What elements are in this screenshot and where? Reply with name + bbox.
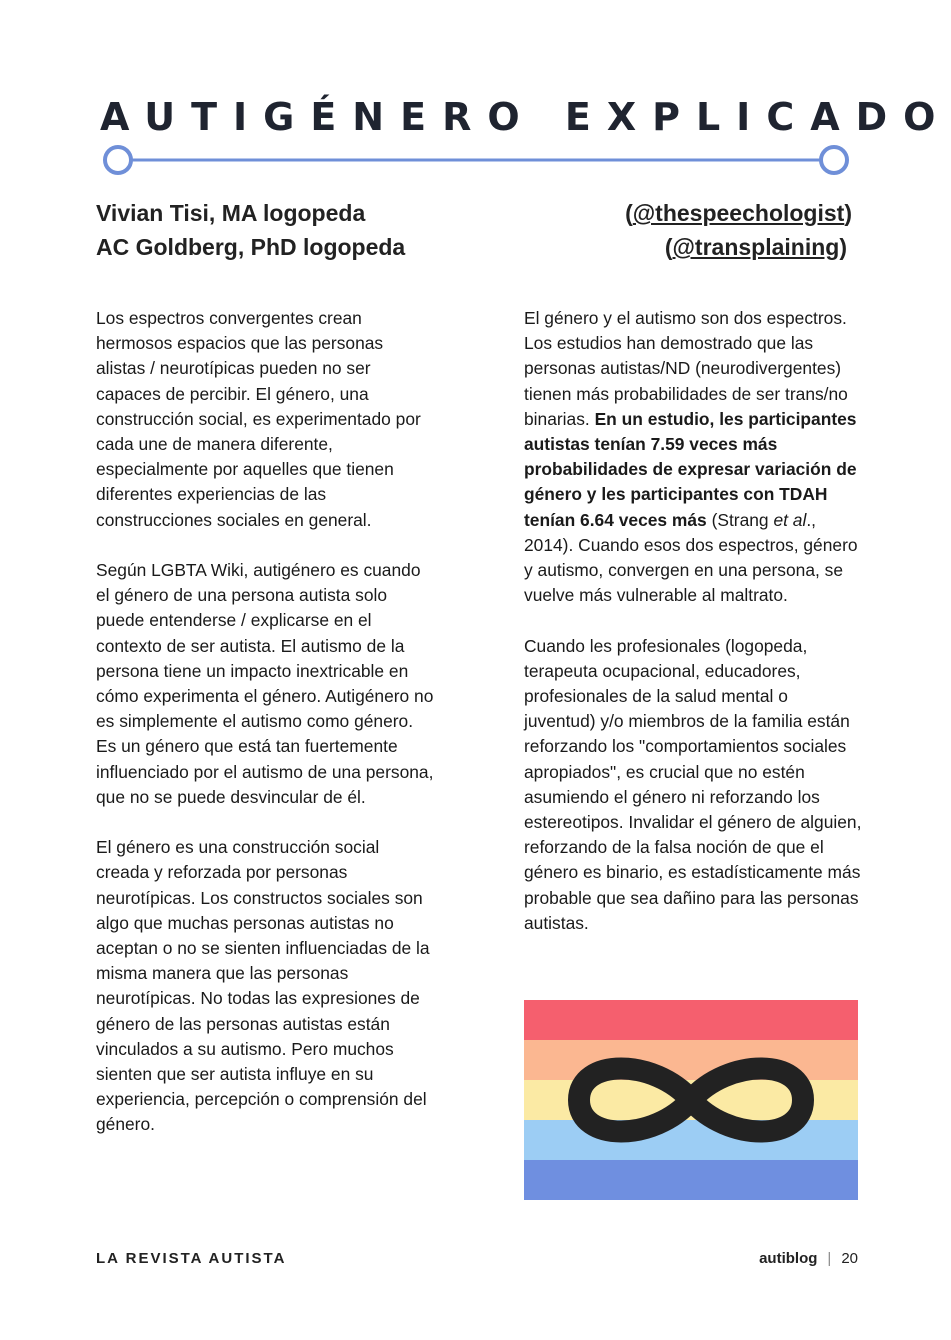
right-p1-cite-b: ., 2014). Cuando esos dos espectros, género y autismo, convergen en una persona, se vuelve más vulnerable al maltrato.	[524, 509, 858, 606]
right-p1-highlight: En un estudio, les participantes autistas tenían 7.59 veces más probabilidades de expresar variación de género y les participantes con TDAH tenían 6.64 veces más	[524, 408, 857, 530]
handle-open: (	[625, 200, 633, 226]
page-title: AUTIGÉNERO EXPLICADO	[100, 95, 951, 139]
handle-link-transplaining[interactable]: @transplaining	[672, 234, 840, 260]
footer-publication: LA REVISTA AUTISTA	[96, 1250, 287, 1267]
right-column	[524, 306, 864, 961]
handle-close: )	[844, 200, 852, 226]
right-p1-cite-a: (Strang	[706, 509, 774, 530]
footer-brand: autiblog	[759, 1250, 818, 1267]
autism-pride-flag	[524, 1000, 858, 1200]
right-p1-intro: El género y el autismo son dos espectros. Los estudios han demostrado que las personas autistas/ND (neurodivergentes) tienen más probabilidades de ser trans/no binarias.	[524, 308, 848, 429]
right-paragraph-1	[524, 306, 864, 608]
flag-stripe-orange	[524, 1040, 858, 1080]
author-2-name: AC Goldberg, PhD logopeda	[96, 234, 406, 260]
author-2-handle	[665, 231, 847, 263]
footer-separator: |	[827, 1250, 832, 1267]
author-1-handle	[625, 197, 852, 229]
flag-stripe-blue	[524, 1120, 858, 1160]
right-paragraph-2: Cuando les profesionales (logopeda, terapeuta ocupacional, educadores, profesionales de la salud mental o juventud) y/o miembros de la familia están reforzando los "comportamientos sociales apropiados", es crucial que no estén asumiendo el género ni reforzando los estereotipos. Invalidar el género de alguien, reforzando de la falsa noción de que el género es binario, es estadísticamente más probable que sea dañino para las personas autistas.	[524, 635, 862, 933]
handle-open: (	[664, 234, 673, 260]
page-number: 20	[841, 1250, 858, 1267]
left-paragraph-3: El género es una construcción social creada y reforzada por personas neurotípicas. Los constructos sociales son algo que muchas personas autistas no aceptan o no se sienten influenciadas de la misma manera que las personas neurotípicas. No todas las expresiones de género de las personas autistas están vinculados a su autismo. Pero muchos sienten que ser autista influye en su experiencia, percepción o comprensión del género.	[96, 837, 430, 1135]
footer-page-info	[759, 1250, 858, 1267]
flag-stripe-red	[524, 1000, 858, 1040]
author-1-name: Vivian Tisi, MA logopeda	[96, 200, 366, 226]
right-p1-cite-em: et al	[773, 509, 807, 530]
handle-link-thespeechologist[interactable]: @thespeechologist	[632, 200, 845, 226]
flag-stripe-periwinkle	[524, 1160, 858, 1200]
rule-right-circle	[821, 147, 847, 173]
title-rule	[100, 142, 852, 178]
left-column	[96, 306, 436, 1163]
left-paragraph-1: Los espectros convergentes crean hermosos espacios que las personas alistas / neurotípicas pueden no ser capaces de percibir. El género, una construcción social, es experimentado por cada une de manera diferente, especialmente por aquelles que tienen diferentes experiencias de las construcciones sociales en general.	[96, 308, 421, 530]
rule-left-circle	[105, 147, 131, 173]
left-paragraph-2: Según LGBTA Wiki, autigénero es cuando el género de una persona autista solo puede entenderse / explicarse en el contexto de ser autista. El autismo de la persona tiene un impacto inextricable en cómo experimenta el género. Autigénero no es simplemente el autismo como género. Es un género que está tan fuertemente influenciado por el autismo de una persona, que no se puede desvincular de él.	[96, 560, 434, 807]
handle-close: )	[839, 234, 847, 260]
